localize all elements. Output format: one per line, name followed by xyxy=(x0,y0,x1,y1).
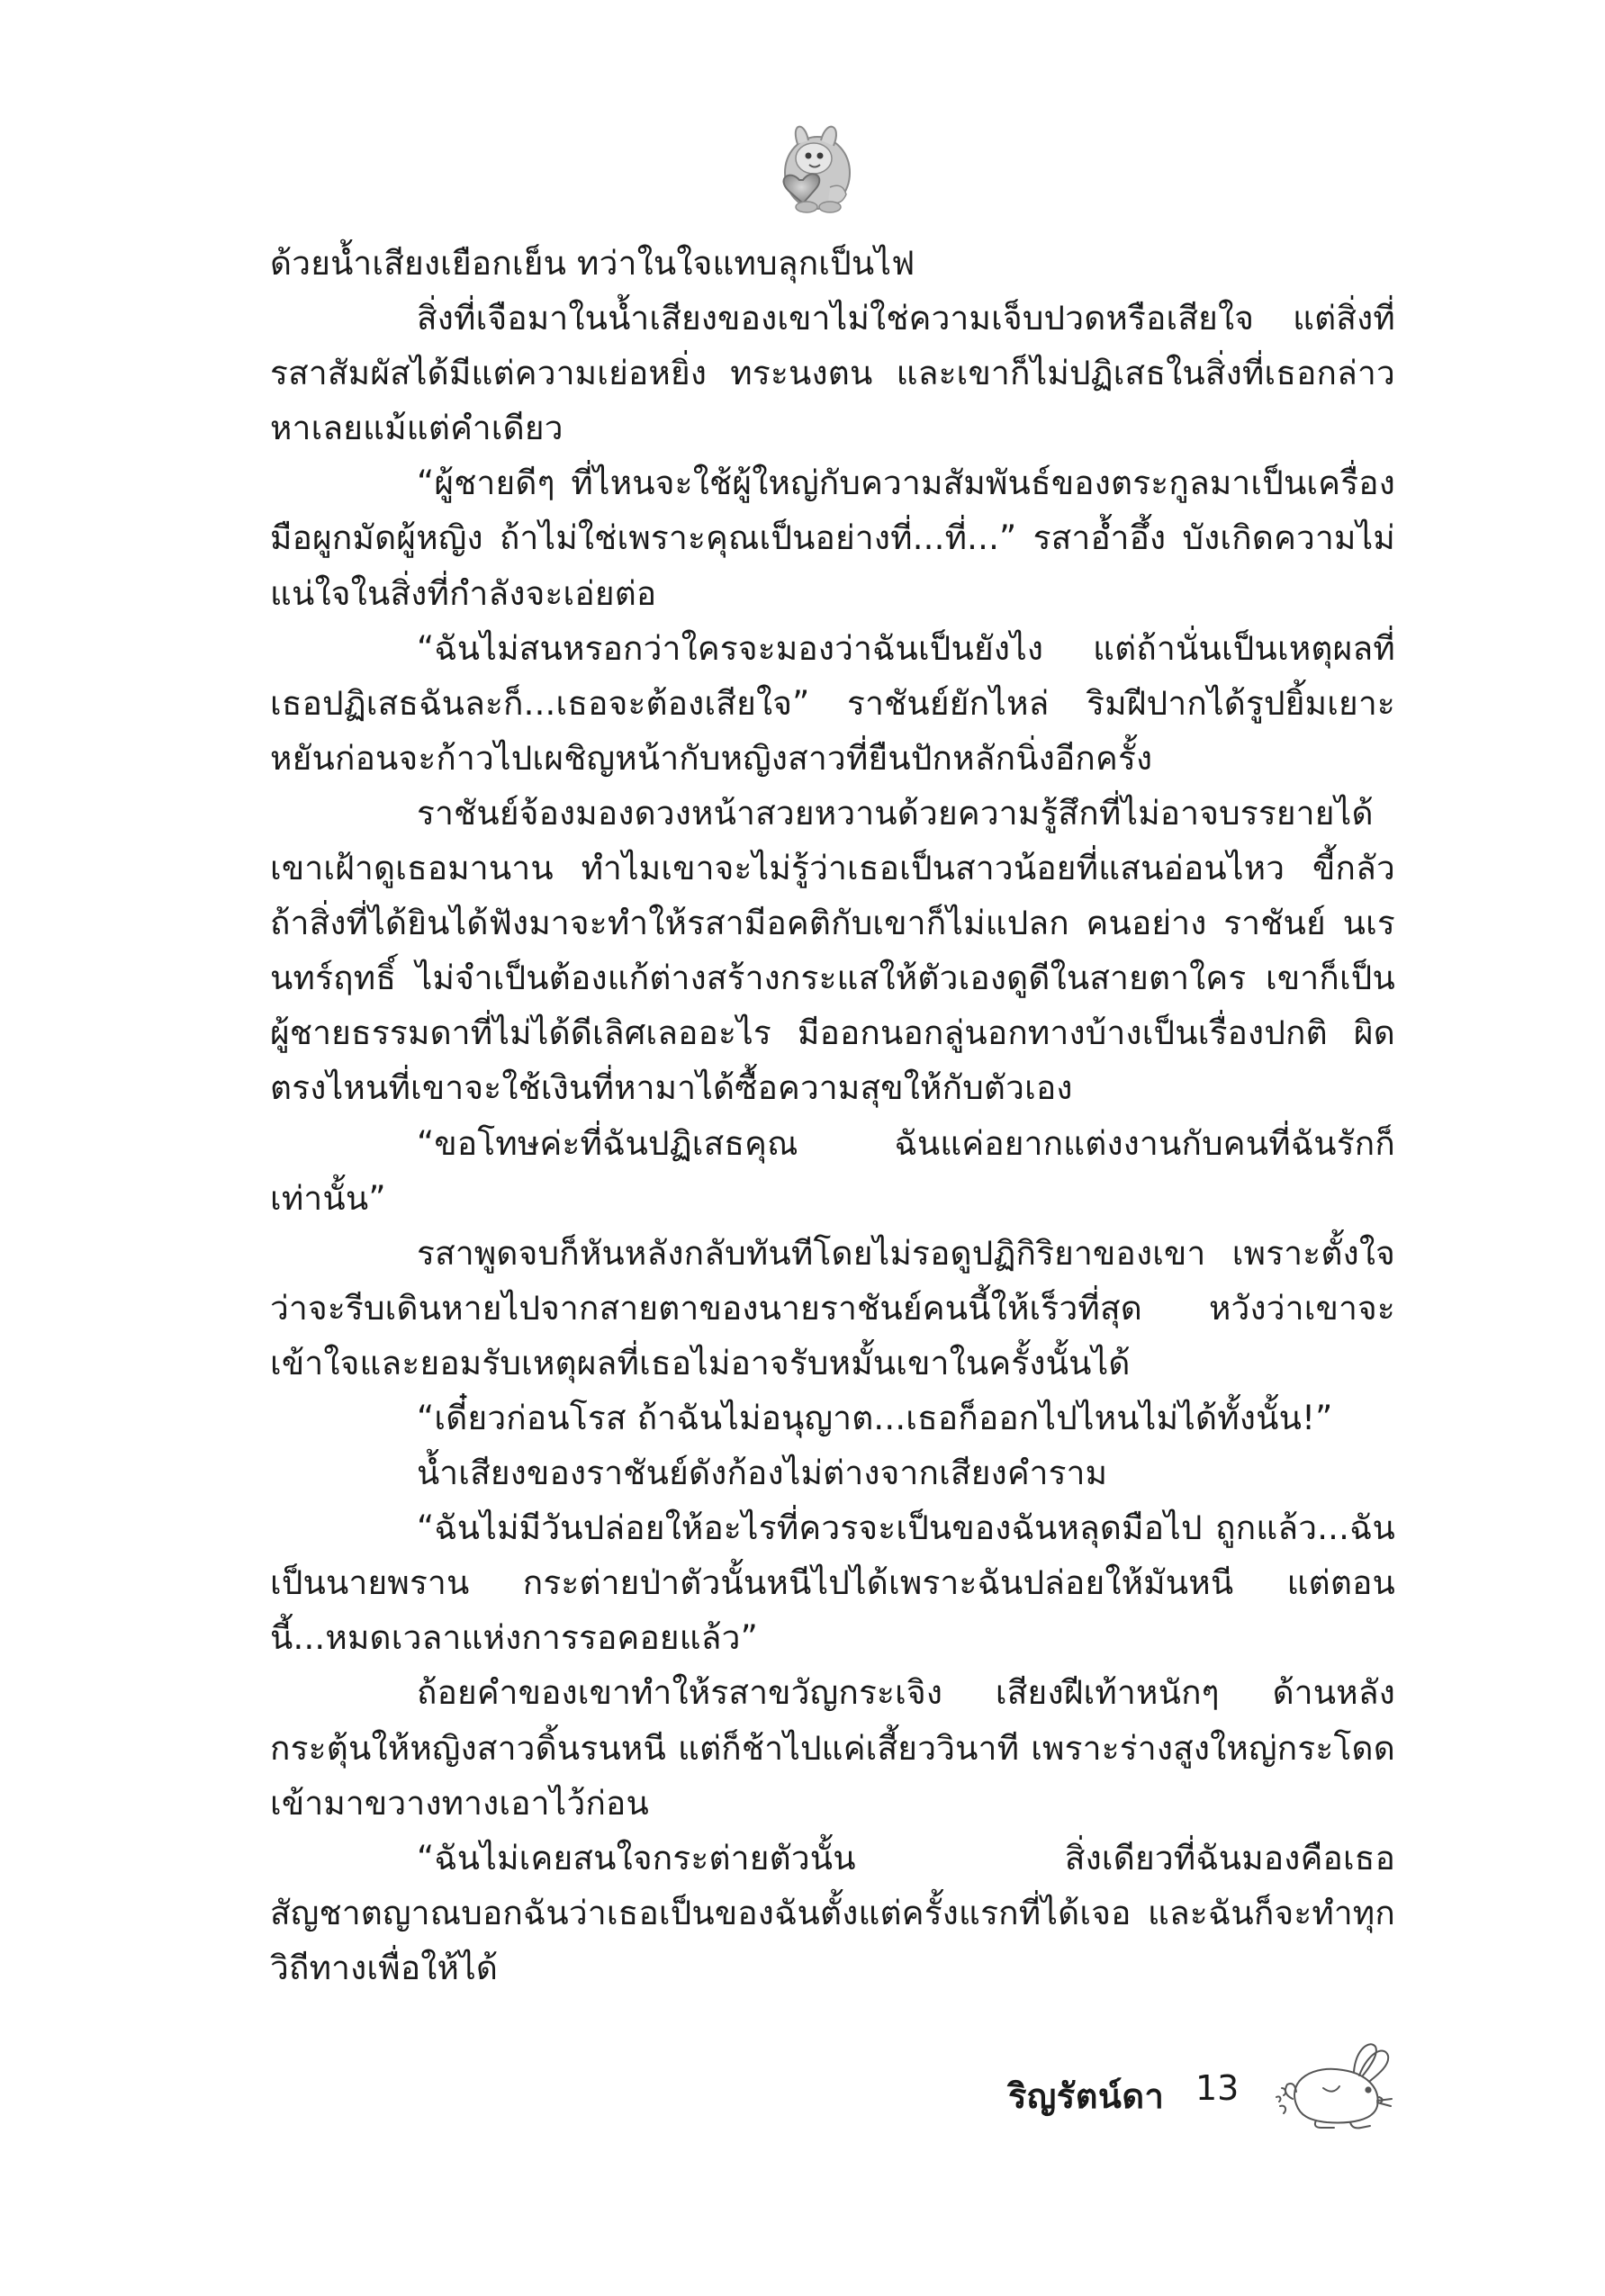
cartoon-rabbit-holding-heart-icon xyxy=(763,117,871,216)
paragraph: “เดี๋ยวก่อนโรส ถ้าฉันไม่อนุญาต...เธอก็ออกไปไหนไม่ได้ทั้งนั้น!” xyxy=(417,1398,1333,1437)
paragraph: “ฉันไม่มีวันปล่อยให้อะไรที่ควรจะเป็นของฉันหลุดมือไป ถูกแล้ว...ฉันเป็นนายพราน กระต่ายป่าตัวนั้นหนีไปได้เพราะฉันปล่อยให้มันหนี แต่ตอนนี้...หมดเวลาแห่งการรอคอยแล้ว” xyxy=(270,1508,1395,1658)
rabbit-drawing-icon xyxy=(1269,2034,1404,2133)
paragraph: “ฉันไม่เคยสนใจกระต่ายตัวนั้น สิ่งเดียวที่ฉันมองคือเธอ สัญชาตญาณบอกฉันว่าเธอเป็นของฉันตั้งแต่ครั้งแรกที่ได้เจอ และฉันก็จะทำทุกวิถีทางเพื่อให้ได้ xyxy=(270,1838,1395,1987)
paragraph: สิ่งที่เจือมาในน้ำเสียงของเขาไม่ใช่ความเจ็บปวดหรือเสียใจ แต่สิ่งที่รสาสัมผัสได้มีแต่ความเย่อหยิ่ง ทระนงตน และเขาก็ไม่ปฏิเสธในสิ่งที่เธอกล่าวหาเลยแม้แต่คำเดียว xyxy=(270,299,1395,448)
page-footer xyxy=(1008,2034,1440,2151)
paragraph: “ผู้ชายดีๆ ที่ไหนจะใช้ผู้ใหญ่กับความสัมพันธ์ของตระกูลมาเป็นเครื่องมือผูกมัดผู้หญิง ถ้าไม่ใช่เพราะคุณเป็นอย่างที่...ที่...” รสาอ้ำอึ้ง บังเกิดความไม่แน่ใจในสิ่งที่กำลังจะเอ่ยต่อ xyxy=(270,464,1395,613)
author-name: ริญรัตน์ดา xyxy=(1008,2076,1165,2116)
paragraph: รสาพูดจบก็หันหลังกลับทันทีโดยไม่รอดูปฏิกิริยาของเขา เพราะตั้งใจว่าจะรีบเดินหายไปจากสายตาของนายราชันย์คนนี้ให้เร็วที่สุด หวังว่าเขาจะเข้าใจและยอมรับเหตุผลที่เธอไม่อาจรับหมั้นเขาในครั้งนั้นได้ xyxy=(270,1233,1395,1382)
chapter-text xyxy=(270,236,1395,1995)
paragraph: ราชันย์จ้องมองดวงหน้าสวยหวานด้วยความรู้สึกที่ไม่อาจบรรยายได้ เขาเฝ้าดูเธอมานาน ทำไมเขาจะไม่รู้ว่าเธอเป็นสาวน้อยที่แสนอ่อนไหว ขี้กลัว ถ้าสิ่งที่ได้ยินได้ฟังมาจะทำให้รสามีอคติกับเขาก็ไม่แปลก คนอย่าง ราชันย์ นเรนทร์ฤทธิ์ ไม่จำเป็นต้องแก้ต่างสร้างกระแสให้ตัวเองดูดีในสายตาใคร เขาก็เป็นผู้ชายธรรมดาที่ไม่ได้ดีเลิศเลออะไร มีออกนอกลู่นอกทางบ้างเป็นเรื่องปกติ ผิดตรงไหนที่เขาจะใช้เงินที่หามาได้ซื้อความสุขให้กับตัวเอง xyxy=(270,793,1395,1108)
paragraph: “ขอโทษค่ะที่ฉันปฏิเสธคุณ ฉันแค่อยากแต่งงานกับคนที่ฉันรักก็เท่านั้น” xyxy=(270,1123,1395,1218)
paragraph: ด้วยน้ำเสียงเยือกเย็น ทว่าในใจแทบลุกเป็นไฟ xyxy=(270,244,915,283)
paragraph: น้ำเสียงของราชันย์ดังก้องไม่ต่างจากเสียงคำราม xyxy=(417,1454,1108,1493)
paragraph: ถ้อยคำของเขาทำให้รสาขวัญกระเจิง เสียงฝีเท้าหนักๆ ด้านหลังกระตุ้นให้หญิงสาวดิ้นรนหนี แต่ก็ช้าไปแค่เสี้ยววินาที เพราะร่างสูงใหญ่กระโดดเข้ามาขวางทางเอาไว้ก่อน xyxy=(270,1673,1395,1823)
paragraph: “ฉันไม่สนหรอกว่าใครจะมองว่าฉันเป็นยังไง แต่ถ้านั่นเป็นเหตุผลที่เธอปฏิเสธฉันละก็...เธอจะต้องเสียใจ” ราชันย์ยักไหล่ ริมฝีปากได้รูปยิ้มเยาะหยันก่อนจะก้าวไปเผชิญหน้ากับหญิงสาวที่ยืนปักหลักนิ่งอีกครั้ง xyxy=(270,628,1395,778)
page-number: 13 xyxy=(1195,2068,1240,2108)
